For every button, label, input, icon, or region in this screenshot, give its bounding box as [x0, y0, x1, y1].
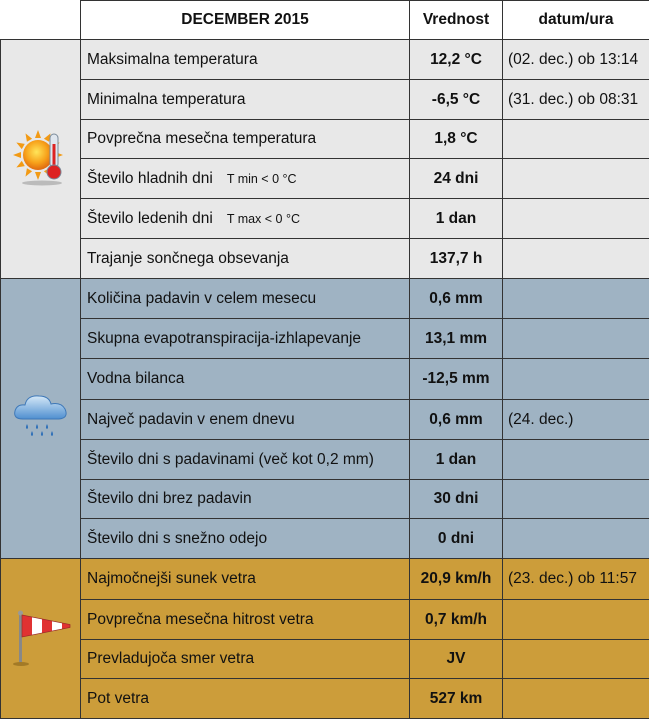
- row-date: [503, 239, 649, 279]
- table-row: [1, 400, 649, 440]
- row-label: Število ledenih dni: [87, 209, 213, 227]
- row-value: 12,2 °C: [410, 40, 503, 80]
- row-value: -6,5 °C: [410, 80, 503, 120]
- row-label-cell: [81, 359, 410, 400]
- row-label-condition: T max < 0 °C: [226, 211, 301, 226]
- row-label: Prevladujoča smer vetra: [87, 650, 255, 667]
- row-label-cell: [81, 80, 410, 120]
- row-label-cell: [81, 640, 410, 679]
- row-date: [503, 319, 649, 359]
- row-value: 0,6 mm: [410, 400, 503, 440]
- row-date: [503, 120, 649, 159]
- row-value: 30 dni: [410, 480, 503, 519]
- table-row: [1, 519, 649, 559]
- row-value: 20,9 km/h: [410, 559, 503, 600]
- table-row: [1, 159, 649, 199]
- row-label-cell: [81, 199, 410, 239]
- table-row: [1, 80, 649, 120]
- row-label-cell: [81, 559, 410, 600]
- row-label-cell: [81, 480, 410, 519]
- row-label-cell: [81, 679, 410, 719]
- sun-thermometer-icon: [1, 40, 81, 279]
- row-date: [503, 480, 649, 519]
- row-date: [503, 519, 649, 559]
- row-label: Trajanje sončnega obsevanja: [87, 249, 289, 267]
- row-label-cell: [81, 519, 410, 559]
- row-date: [503, 600, 649, 640]
- value-column-header: Vrednost: [410, 1, 503, 40]
- row-label: Število dni s snežno odejo: [87, 529, 268, 547]
- windsock-icon: [1, 559, 81, 719]
- row-label: Količina padavin v celem mesecu: [87, 289, 317, 307]
- row-value: 1 dan: [410, 199, 503, 239]
- table-row: [1, 600, 649, 640]
- row-label: Povprečna mesečna hitrost vetra: [87, 610, 314, 628]
- row-date: (24. dec.): [503, 400, 649, 440]
- row-date: [503, 359, 649, 400]
- table-row: [1, 239, 649, 279]
- row-label-cell: [81, 159, 410, 199]
- row-value: 0,6 mm: [410, 279, 503, 319]
- row-date: [503, 199, 649, 239]
- table-row: [1, 359, 649, 400]
- row-label: Minimalna temperatura: [87, 90, 246, 108]
- row-label-cell: [81, 279, 410, 319]
- table-row: [1, 679, 649, 719]
- row-label: Najmočnejši sunek vetra: [87, 570, 256, 587]
- month-title: DECEMBER 2015: [81, 1, 410, 40]
- row-value: 0 dni: [410, 519, 503, 559]
- row-value: -12,5 mm: [410, 359, 503, 400]
- row-value: 527 km: [410, 679, 503, 719]
- row-label: Največ padavin v enem dnevu: [87, 410, 295, 428]
- table-row: [1, 440, 649, 480]
- row-label-cell: [81, 120, 410, 159]
- row-label-cell: [81, 400, 410, 440]
- header-empty-cell: [1, 1, 81, 40]
- row-date: (23. dec.) ob 11:57: [503, 559, 649, 600]
- row-value: 0,7 km/h: [410, 600, 503, 640]
- rain-cloud-icon: [1, 279, 81, 559]
- row-label: Število dni brez padavin: [87, 490, 252, 507]
- row-value: 1 dan: [410, 440, 503, 480]
- table-row: [1, 120, 649, 159]
- row-label-cell: [81, 40, 410, 80]
- row-label-cell: [81, 319, 410, 359]
- table-row: [1, 40, 649, 80]
- row-label: Vodna bilanca: [87, 370, 185, 387]
- row-date: [503, 640, 649, 679]
- table-row: [1, 199, 649, 239]
- row-date: [503, 440, 649, 480]
- date-column-header: datum/ura: [503, 1, 649, 40]
- row-label: Maksimalna temperatura: [87, 50, 258, 68]
- row-value: 24 dni: [410, 159, 503, 199]
- row-label-cell: [81, 440, 410, 480]
- row-value: 13,1 mm: [410, 319, 503, 359]
- row-date: (02. dec.) ob 13:14: [503, 40, 649, 80]
- table-row: [1, 480, 649, 519]
- row-label-cell: [81, 600, 410, 640]
- header-row: [1, 1, 649, 40]
- row-label: Skupna evapotranspiracija-izhlapevanje: [87, 329, 362, 347]
- row-value: 1,8 °C: [410, 120, 503, 159]
- table-row: [1, 559, 649, 600]
- row-date: (31. dec.) ob 08:31: [503, 80, 649, 120]
- row-value: JV: [410, 640, 503, 679]
- row-date: [503, 279, 649, 319]
- table-row: [1, 279, 649, 319]
- row-label-cell: [81, 239, 410, 279]
- table-row: [1, 319, 649, 359]
- row-label: Povprečna mesečna temperatura: [87, 130, 317, 147]
- row-value: 137,7 h: [410, 239, 503, 279]
- row-label: Število dni s padavinami (več kot 0,2 mm): [87, 450, 374, 468]
- table-row: [1, 640, 649, 679]
- row-date: [503, 159, 649, 199]
- row-date: [503, 679, 649, 719]
- row-label: Pot vetra: [87, 689, 150, 707]
- row-label-condition: T min < 0 °C: [226, 171, 297, 186]
- row-label: Število hladnih dni: [87, 169, 213, 187]
